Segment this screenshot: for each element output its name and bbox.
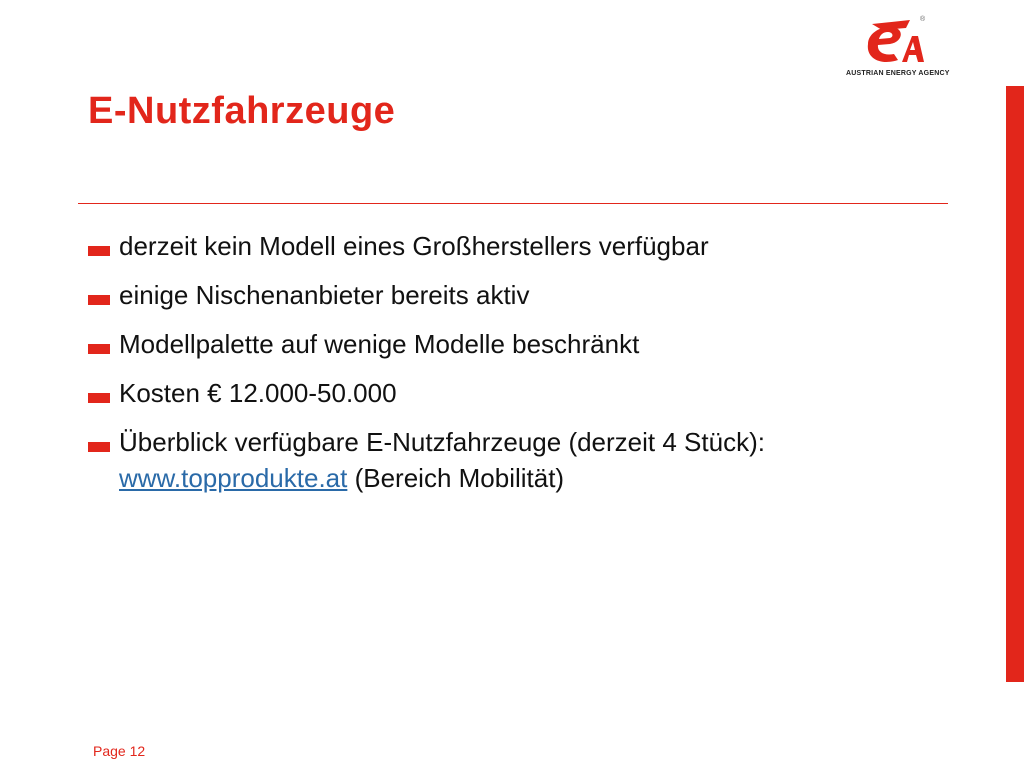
logo-caption: AUSTRIAN ENERGY AGENCY — [846, 70, 950, 77]
bullet-item — [88, 326, 988, 362]
bullet-item — [88, 424, 988, 496]
bullet-suffix-text: (Bereich Mobilität) — [347, 463, 565, 493]
bullet-text: Überblick verfügbare E-Nutzfahrzeuge (derzeit 4 Stück): — [119, 427, 765, 457]
bullet-text: derzeit kein Modell eines Großherstellers verfügbar — [119, 231, 709, 261]
bullet-marker-icon — [88, 295, 110, 305]
topprodukte-link[interactable]: www.topprodukte.at — [119, 463, 348, 493]
bullet-text: einige Nischenanbieter bereits aktiv — [119, 280, 530, 310]
bullet-marker-icon — [88, 344, 110, 354]
bullet-text: Kosten € 12.000-50.000 — [119, 378, 397, 408]
bullet-item — [88, 277, 988, 313]
page-number: Page 12 — [93, 743, 146, 759]
austrian-energy-agency-logo — [840, 14, 960, 84]
bullet-item — [88, 375, 988, 411]
side-accent-bar — [1006, 86, 1024, 682]
bullet-marker-icon — [88, 442, 110, 452]
bullet-marker-icon — [88, 393, 110, 403]
title-divider — [78, 203, 948, 204]
slide-title: E-Nutzfahrzeuge — [88, 90, 396, 132]
bullet-marker-icon — [88, 246, 110, 256]
bullet-item — [88, 228, 988, 264]
registered-trademark: ® — [920, 16, 926, 23]
bullet-text: Modellpalette auf wenige Modelle beschränkt — [119, 329, 640, 359]
bullet-list — [88, 228, 988, 509]
